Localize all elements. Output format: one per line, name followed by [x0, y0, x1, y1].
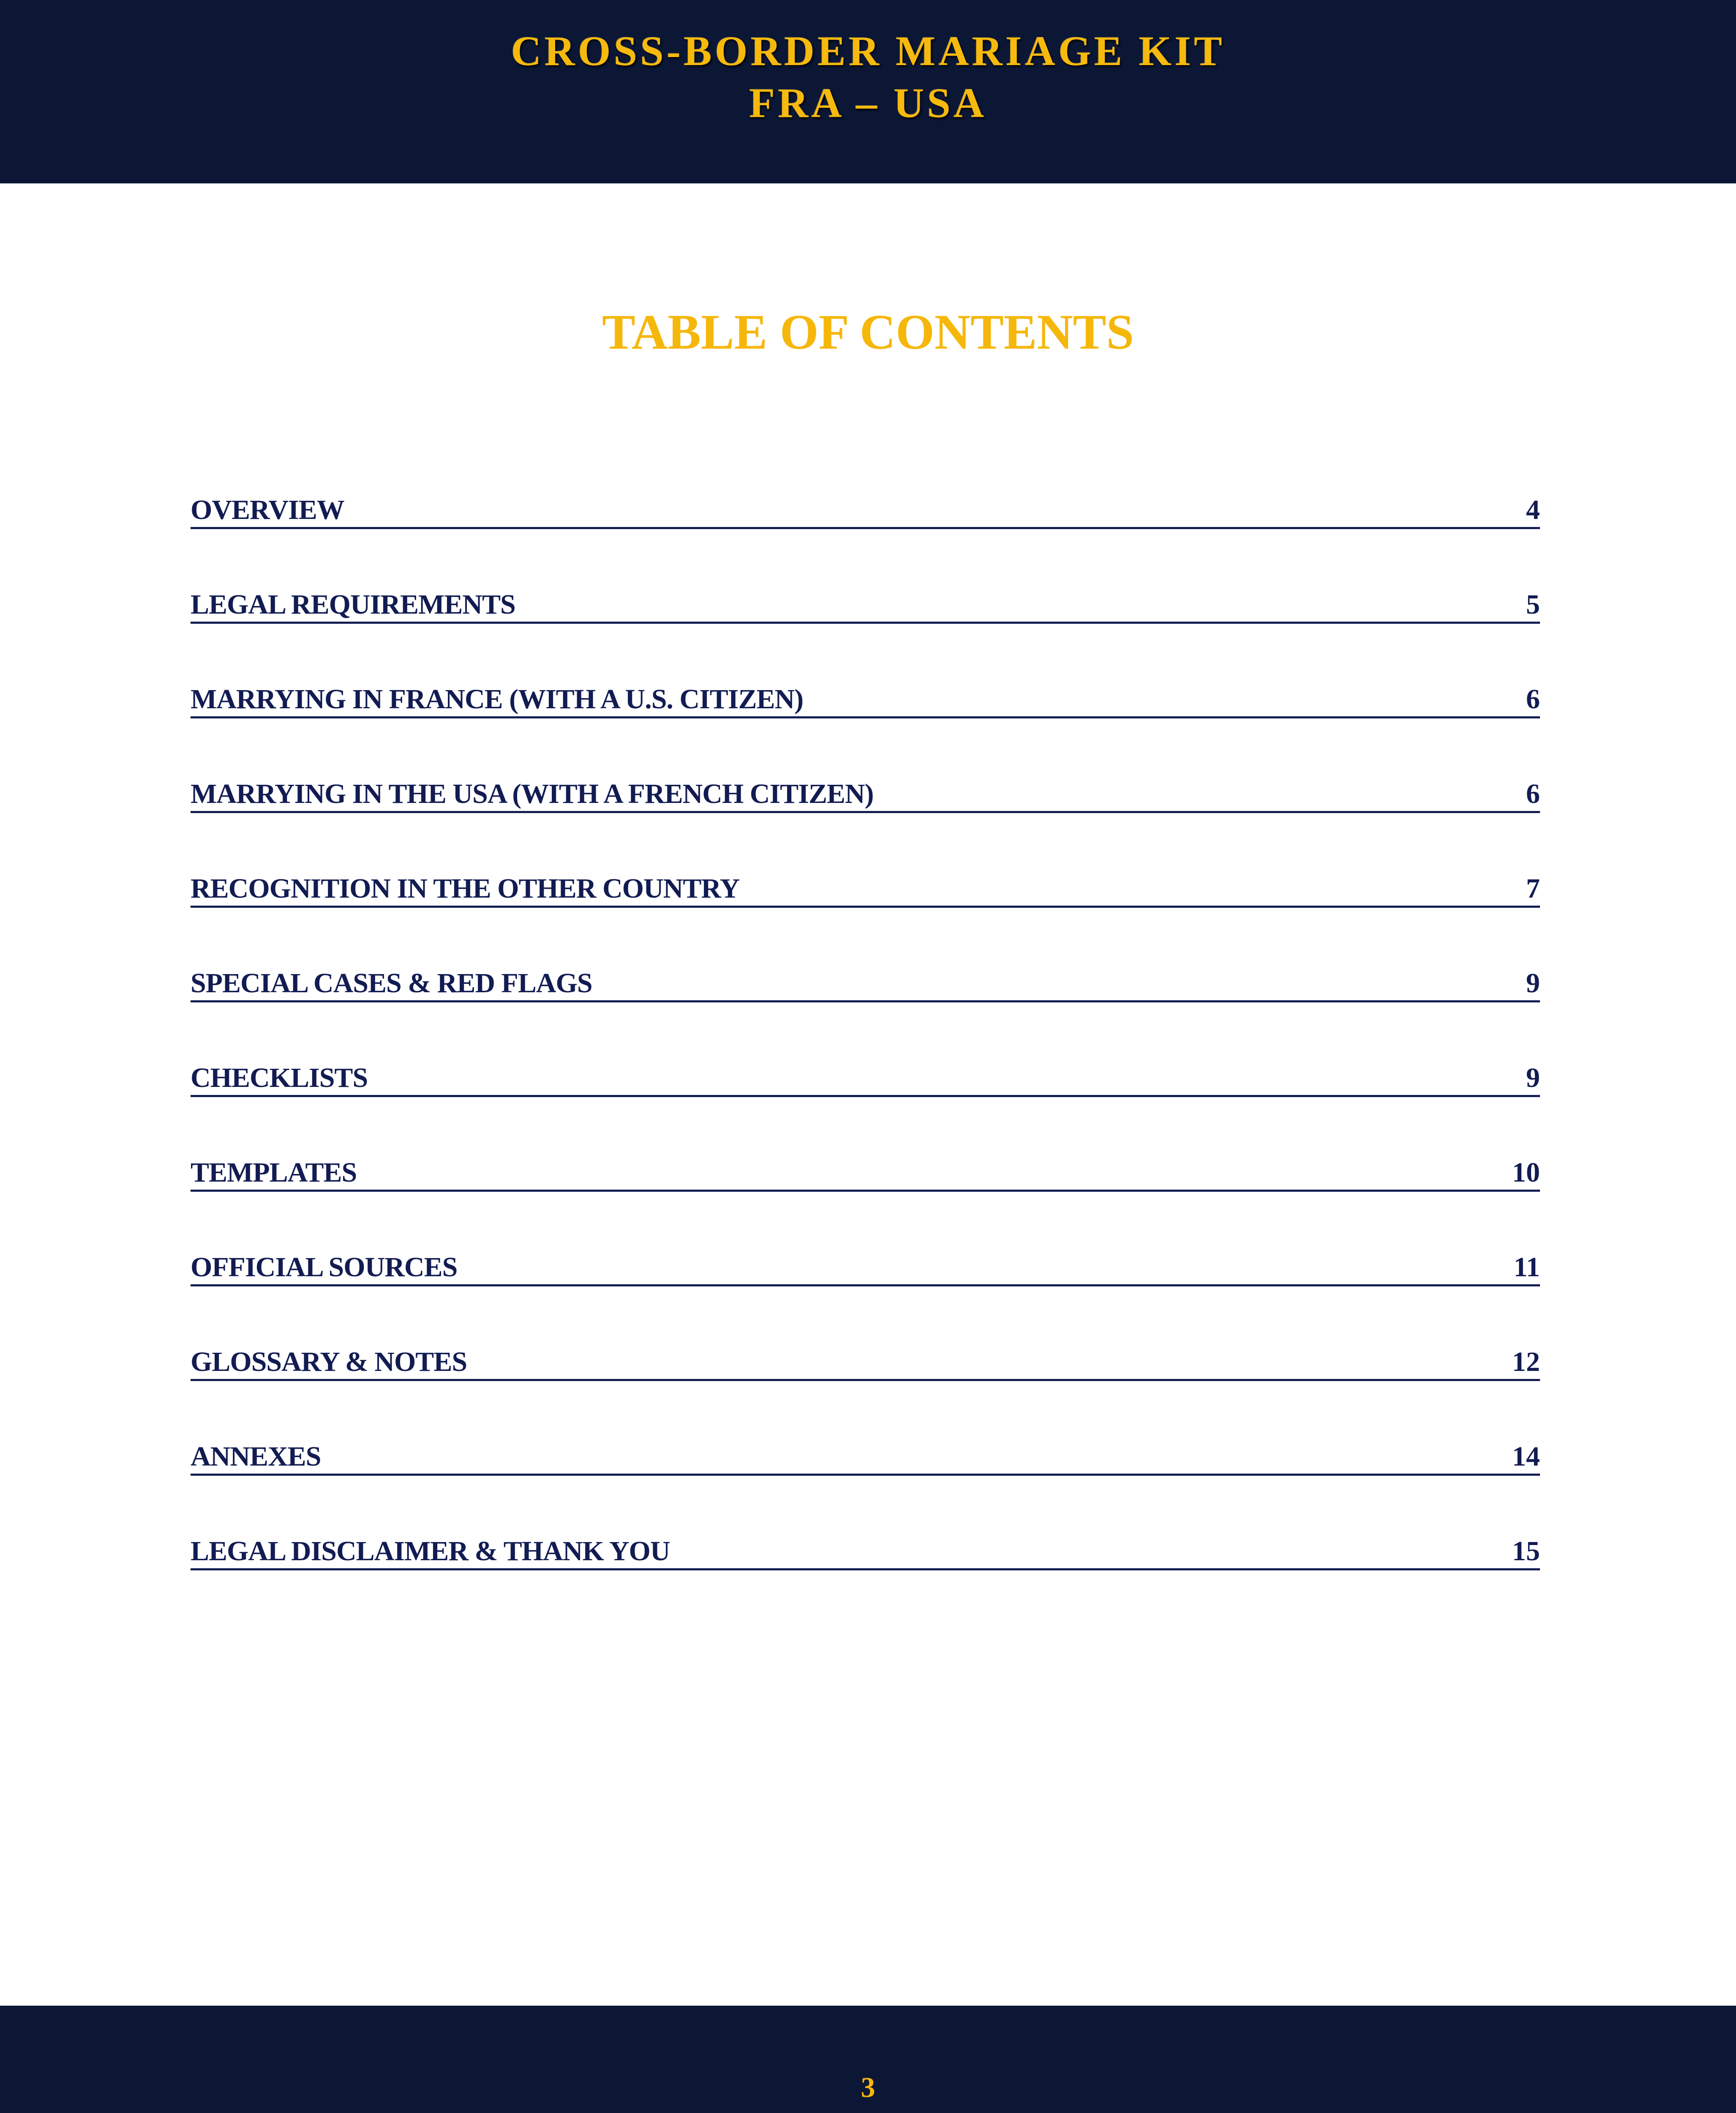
toc-entry-page-number: 10 [1512, 1157, 1540, 1188]
header-band [0, 0, 1736, 183]
toc-entry-special-cases[interactable] [191, 966, 1540, 1002]
page-number: 3 [861, 2071, 875, 2103]
toc-entry-official-sources[interactable] [191, 1250, 1540, 1286]
toc-entry-label: LEGAL REQUIREMENTS [191, 589, 515, 620]
table-of-contents [191, 493, 1540, 1629]
document-subtitle: FRA – USA [749, 79, 987, 126]
toc-entry-label: CHECKLISTS [191, 1062, 368, 1093]
toc-entry-annexes[interactable] [191, 1440, 1540, 1476]
toc-entry-label: OFFICIAL SOURCES [191, 1252, 458, 1283]
toc-entry-templates[interactable] [191, 1156, 1540, 1192]
toc-entry-overview[interactable] [191, 493, 1540, 529]
toc-entry-label: SPECIAL CASES & RED FLAGS [191, 968, 592, 999]
toc-entry-label: TEMPLATES [191, 1157, 357, 1188]
toc-entry-glossary-notes[interactable] [191, 1345, 1540, 1381]
toc-entry-page-number: 6 [1526, 778, 1540, 809]
toc-entry-label: ANNEXES [191, 1441, 321, 1472]
toc-entry-recognition[interactable] [191, 872, 1540, 908]
toc-entry-page-number: 15 [1512, 1536, 1540, 1567]
toc-entry-page-number: 7 [1526, 873, 1540, 904]
toc-entry-page-number: 12 [1512, 1346, 1540, 1377]
toc-entry-label: MARRYING IN THE USA (WITH A FRENCH CITIZEN) [191, 778, 874, 809]
toc-entry-label: OVERVIEW [191, 494, 344, 525]
document-title: CROSS-BORDER MARIAGE KIT [511, 27, 1225, 74]
toc-entry-page-number: 14 [1512, 1441, 1540, 1472]
toc-entry-checklists[interactable] [191, 1061, 1540, 1097]
toc-entry-page-number: 4 [1526, 494, 1540, 525]
toc-entry-page-number: 6 [1526, 684, 1540, 715]
toc-entry-page-number: 9 [1526, 1062, 1540, 1093]
toc-entry-marrying-in-france[interactable] [191, 682, 1540, 718]
toc-entry-label: GLOSSARY & NOTES [191, 1346, 467, 1377]
toc-entry-page-number: 9 [1526, 968, 1540, 999]
toc-entry-page-number: 5 [1526, 589, 1540, 620]
toc-entry-label: RECOGNITION IN THE OTHER COUNTRY [191, 873, 740, 904]
toc-entry-label: LEGAL DISCLAIMER & THANK YOU [191, 1536, 670, 1567]
toc-entry-legal-requirements[interactable] [191, 588, 1540, 624]
toc-entry-label: MARRYING IN FRANCE (WITH A U.S. CITIZEN) [191, 684, 804, 715]
footer-band [0, 2006, 1736, 2113]
toc-entry-page-number: 11 [1513, 1252, 1540, 1283]
toc-entry-legal-disclaimer[interactable] [191, 1534, 1540, 1570]
toc-entry-marrying-in-the-usa[interactable] [191, 777, 1540, 813]
toc-heading: TABLE OF CONTENTS [602, 304, 1134, 360]
